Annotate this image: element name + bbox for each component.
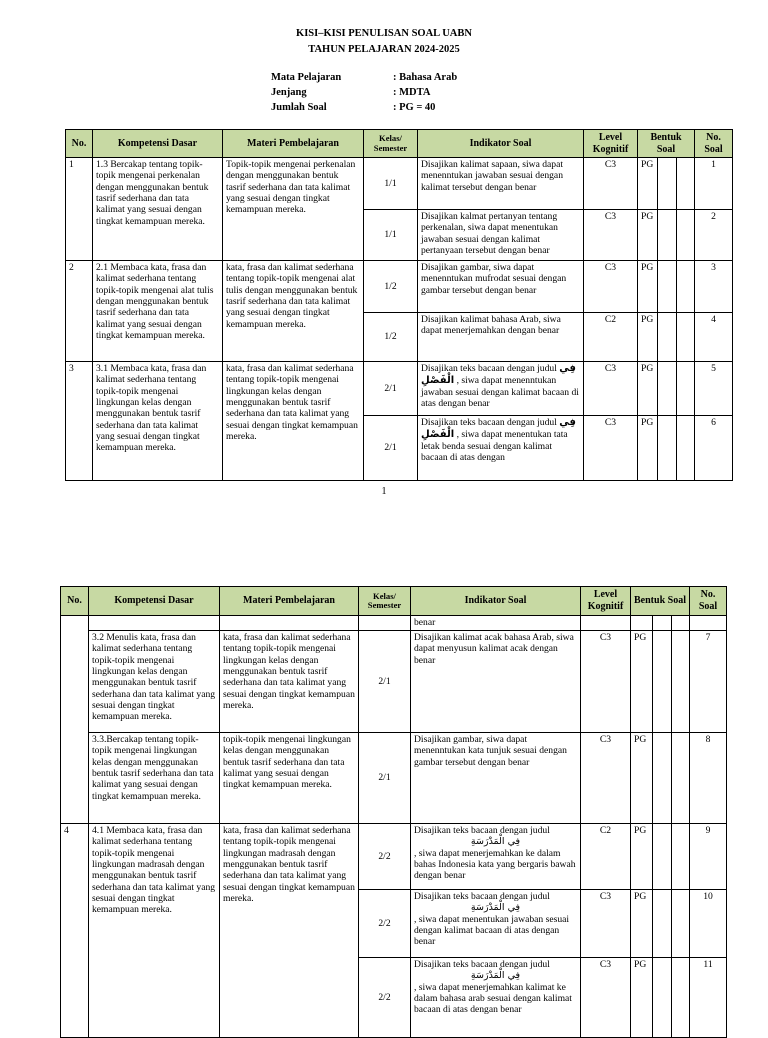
doc-title: KISI–KISI PENULISAN SOAL UABN — [296, 28, 472, 39]
cell-bentuk-blank — [672, 631, 690, 733]
cell-bentuk-blank — [658, 362, 677, 416]
cell-bentuk-blank — [677, 313, 695, 362]
header-kompetensi: Kompetensi Dasar — [93, 130, 223, 158]
cell-bentuk-blank — [658, 261, 677, 313]
table-row — [61, 733, 727, 824]
cell-indikator — [418, 362, 584, 416]
header-bentuk: Bentuk Soal — [631, 587, 690, 616]
cell-materi: kata, frasa dan kalimat sederhana tentang topik-topik mengenai lingkungan madrasah dengan menggunakan bentuk tasrif sederhana dan tata kalimat yang sesuai dengan tingkat kemampuan mereka. — [220, 824, 359, 1038]
meta-block — [271, 72, 457, 117]
cell-bentuk-blank — [653, 733, 672, 824]
cell-kelas: 2/2 — [359, 958, 411, 1038]
cell-materi: kata, frasa dan kalimat sederhana tentang topik-topik mengenai lingkungan kelas dengan menggunakan bentuk tasrif sederhana dan tata kalimat yang sesuai dengan tingkat kemampuan mereka. — [223, 362, 364, 481]
indikator-text: Disajikan teks bacaan dengan judul — [421, 363, 557, 374]
cell-indikator: Disajikan gambar, siwa dapat menenntukan kata tunjuk sesuai dengan gambar tersebut dengan benar — [411, 733, 581, 824]
cell-indikator: Disajikan gambar, siwa dapat menenntukan mufrodat sesuai dengan gambar tersebut dengan benar — [418, 261, 584, 313]
meta-row-count — [271, 102, 457, 117]
cell-bentuk-blank — [677, 210, 695, 261]
cell-bentuk-blank — [658, 210, 677, 261]
cell-indikator: Disajikan kalimat bahasa Arab, siwa dapat menerjemahkan dengan benar — [418, 313, 584, 362]
header-kompetensi: Kompetensi Dasar — [89, 587, 220, 616]
cell-indikator: Disajikan kalimat sapaan, siwa dapat menenntukan jawaban sesuai dengan kalimat tersebut dengan benar — [418, 158, 584, 210]
indikator-text: Disajikan teks bacaan dengan judul — [414, 825, 550, 836]
cell-bentuk-blank — [658, 313, 677, 362]
cell-nosoal: 2 — [695, 210, 733, 261]
table-row — [61, 616, 727, 631]
meta-label: Jumlah Soal — [271, 102, 327, 113]
cell-nosoal: 6 — [695, 416, 733, 481]
cell-bentuk-blank — [658, 416, 677, 481]
cell-bentuk: PG — [631, 733, 653, 824]
cell-kelas: 1/1 — [364, 158, 418, 210]
header-no: No. — [66, 130, 93, 158]
cell-nosoal: 5 — [695, 362, 733, 416]
cell-bentuk: PG — [638, 261, 658, 313]
meta-value: : Bahasa Arab — [393, 72, 458, 83]
header-row — [61, 587, 727, 616]
cell-indikator: benar — [411, 616, 581, 631]
cell-level: C3 — [581, 631, 631, 733]
cell-bentuk: PG — [631, 824, 653, 890]
cell-bentuk: PG — [638, 210, 658, 261]
cell-kompetensi: 4.1 Membaca kata, frasa dan kalimat sederhana tentang topik-topik mengenai lingkungan madrasah dengan menggunakan bentuk tasrif sederhana dan tata kalimat yang sesuai dengan tingkat kemampuan mereka. — [89, 824, 220, 1038]
header-level: Level Kognitif — [584, 130, 638, 158]
cell-no — [61, 616, 89, 824]
cell-kelas: 2/1 — [359, 631, 411, 733]
indikator-text: Disajikan teks bacaan dengan judul — [421, 417, 557, 428]
cell-nosoal: 3 — [695, 261, 733, 313]
doc-subtitle: TAHUN PELAJARAN 2024-2025 — [308, 44, 460, 55]
table-row — [66, 261, 733, 313]
cell-indikator — [418, 416, 584, 481]
cell-nosoal: 4 — [695, 313, 733, 362]
cell-indikator — [411, 824, 581, 890]
cell-kelas: 1/2 — [364, 313, 418, 362]
cell-indikator — [411, 890, 581, 958]
grid-table-page-2 — [60, 586, 727, 1038]
arabic-title: فِي الْمَدْرَسَةِ — [470, 836, 521, 848]
indikator-text: Disajikan teks bacaan dengan judul — [414, 891, 550, 902]
arabic-title: فِي الْفَصْلِ — [421, 417, 576, 440]
indikator-text: , siwa dapat menerjemahkan kalimat ke dalam bahasa arab sesuai dengan kalimat bacaan di atas dengan benar — [414, 981, 572, 1016]
table-row — [66, 158, 733, 210]
arabic-title: فِي الْفَصْلِ — [421, 363, 576, 386]
cell-bentuk-blank — [677, 158, 695, 210]
cell-blank — [220, 616, 359, 631]
cell-kelas: 2/1 — [359, 733, 411, 824]
cell-nosoal: 9 — [690, 824, 727, 890]
header-materi: Materi Pembelajaran — [223, 130, 364, 158]
cell-level: C3 — [584, 158, 638, 210]
cell-blank — [672, 616, 690, 631]
cell-kelas: 2/1 — [364, 416, 418, 481]
indikator-text: , siwa dapat menenntukan jawaban sesuai dengan kalimat bacaan di atas dengan benar — [421, 374, 579, 409]
cell-no: 2 — [66, 261, 93, 362]
cell-bentuk: PG — [631, 631, 653, 733]
header-indikator: Indikator Soal — [411, 587, 581, 616]
cell-bentuk-blank — [672, 890, 690, 958]
indikator-text: , siwa dapat menerjemahkan ke dalam bahas Indonesia kata yang bergaris bawah dengan benar — [414, 847, 576, 882]
cell-bentuk-blank — [677, 362, 695, 416]
meta-row-level — [271, 87, 457, 102]
cell-level: C3 — [584, 362, 638, 416]
cell-level: C2 — [581, 824, 631, 890]
table-row — [66, 362, 733, 416]
header-no: No. — [61, 587, 89, 616]
cell-bentuk: PG — [638, 158, 658, 210]
cell-blank — [690, 616, 727, 631]
cell-kompetensi: 3.3.Bercakap tentang topik-topik mengenai lingkungan kelas dengan menggunakan bentuk tasrif sederhana dan tata kalimat yang sesuai dengan tingkat kemampuan mereka. — [89, 733, 220, 824]
meta-label: Jenjang — [271, 87, 307, 98]
grid-table-page-1 — [65, 129, 733, 481]
cell-bentuk-blank — [653, 890, 672, 958]
cell-nosoal: 11 — [690, 958, 727, 1038]
cell-kelas: 2/2 — [359, 824, 411, 890]
cell-no: 4 — [61, 824, 89, 1038]
cell-bentuk: PG — [638, 362, 658, 416]
cell-materi: kata, frasa dan kalimat sederhana tentang topik-topik mengenai lingkungan kelas dengan menggunakan bentuk tasrif sederhana dan tata kalimat yang sesuai dengan tingkat kemampuan mereka. — [220, 631, 359, 733]
cell-blank — [359, 616, 411, 631]
cell-kompetensi: 1.3 Bercakap tentang topik-topik mengenai perkenalan dengan menggunakan bentuk tasrif sederhana dan tata kalimat yang sesuai dengan tingkat kemampuan mereka. — [93, 158, 223, 261]
cell-level: C3 — [584, 261, 638, 313]
cell-blank — [631, 616, 653, 631]
cell-bentuk-blank — [672, 958, 690, 1038]
header-indikator: Indikator Soal — [418, 130, 584, 158]
cell-level: C2 — [584, 313, 638, 362]
cell-bentuk-blank — [677, 416, 695, 481]
arabic-title: فِي الْمَدْرَسَةِ — [470, 970, 521, 982]
cell-kelas: 1/1 — [364, 210, 418, 261]
cell-kompetensi: 3.1 Membaca kata, frasa dan kalimat sederhana tentang topik-topik mengenai lingkungan kelas dengan menggunakan bentuk tasrif sederhana dan tata kalimat yang sesuai dengan tingkat kemampuan mereka. — [93, 362, 223, 481]
arabic-title: فِي الْمَدْرَسَةِ — [470, 902, 521, 914]
cell-bentuk-blank — [653, 631, 672, 733]
cell-bentuk: PG — [638, 313, 658, 362]
cell-blank — [581, 616, 631, 631]
cell-kelas: 2/2 — [359, 890, 411, 958]
cell-nosoal: 8 — [690, 733, 727, 824]
header-level: Level Kognitif — [581, 587, 631, 616]
cell-level: C3 — [581, 733, 631, 824]
header-row — [66, 130, 733, 158]
header-materi: Materi Pembelajaran — [220, 587, 359, 616]
cell-indikator: Disajikan kalimat acak bahasa Arab, siwa dapat menyusun kalimat acak dengan benar — [411, 631, 581, 733]
header-nosoal: No. Soal — [690, 587, 727, 616]
cell-bentuk-blank — [658, 158, 677, 210]
cell-kompetensi: 2.1 Membaca kata, frasa dan kalimat sederhana tentang topik-topik mengenai alat tulis dengan menggunakan bentuk tasrif sederhana dan tata kalimat yang sesuai dengan tingkat kemampuan mereka. — [93, 261, 223, 362]
cell-materi: topik-topik mengenai lingkungan kelas dengan menggunakan bentuk tasrif sederhana dan tata kalimat yang sesuai dengan tingkat kemampuan mereka. — [220, 733, 359, 824]
cell-no: 1 — [66, 158, 93, 261]
cell-bentuk-blank — [677, 261, 695, 313]
cell-level: C3 — [581, 958, 631, 1038]
table-row — [61, 631, 727, 733]
cell-bentuk-blank — [672, 733, 690, 824]
table-row — [61, 824, 727, 890]
cell-bentuk-blank — [653, 824, 672, 890]
cell-kompetensi: 3.2 Menulis kata, frasa dan kalimat sederhana tentang topik-topik mengenai lingkungan kelas dengan menggunakan bentuk tasrif sederhana dan tata kalimat yang sesuai dengan tingkat kemampuan mereka. — [89, 631, 220, 733]
cell-bentuk-blank — [653, 958, 672, 1038]
cell-nosoal: 7 — [690, 631, 727, 733]
header-bentuk: Bentuk Soal — [638, 130, 695, 158]
cell-no: 3 — [66, 362, 93, 481]
cell-bentuk: PG — [631, 890, 653, 958]
cell-kelas: 2/1 — [364, 362, 418, 416]
meta-row-subject — [271, 72, 457, 87]
meta-label: Mata Pelajaran — [271, 72, 342, 83]
cell-materi: Topik-topik mengenai perkenalan dengan menggunakan bentuk tasrif sederhana dan tata kalimat yang sesuai dengan tingkat kemampuan mereka. — [223, 158, 364, 261]
cell-indikator: Disajikan kalmat pertanyan tentang perkenalan, siwa dapat menentukan jawaban sesuai dengan kalimat pertanyaan tersebut dengan benar — [418, 210, 584, 261]
indikator-text: Disajikan teks bacaan dengan judul — [414, 959, 550, 970]
indikator-text: , siwa dapat menentukan tata letak benda sesuai dengan kalimat bacaan di atas dengan — [421, 428, 568, 463]
cell-blank — [653, 616, 672, 631]
cell-indikator — [411, 958, 581, 1038]
cell-nosoal: 10 — [690, 890, 727, 958]
header-kelas: Kelas/ Semester — [364, 130, 418, 158]
cell-nosoal: 1 — [695, 158, 733, 210]
cell-bentuk: PG — [631, 958, 653, 1038]
cell-blank — [89, 616, 220, 631]
cell-bentuk: PG — [638, 416, 658, 481]
cell-level: C3 — [584, 210, 638, 261]
cell-bentuk-blank — [672, 824, 690, 890]
header-nosoal: No. Soal — [695, 130, 733, 158]
cell-level: C3 — [581, 890, 631, 958]
meta-value: : PG = 40 — [393, 102, 436, 113]
cell-level: C3 — [584, 416, 638, 481]
meta-value: : MDTA — [393, 87, 431, 98]
page-number: 1 — [381, 486, 387, 497]
header-kelas: Kelas/ Semester — [359, 587, 411, 616]
cell-materi: kata, frasa dan kalimat sederhana tentang topik-topik mengenai alat tulis dengan menggunakan bentuk tasrif sederhana dan tata kalimat yang sesuai dengan tingkat kemampuan mereka. — [223, 261, 364, 362]
indikator-text: , siwa dapat menentukan jawaban sesuai dengan kalimat bacaan di atas dengan benar — [414, 913, 570, 948]
cell-kelas: 1/2 — [364, 261, 418, 313]
